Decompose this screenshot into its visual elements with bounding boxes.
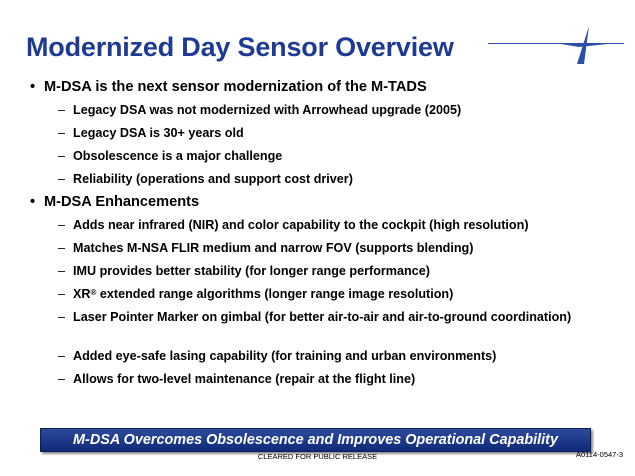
document-code: A0114-0547-3 — [576, 450, 623, 459]
bullet-content — [30, 79, 625, 394]
sub-bullet-item — [30, 263, 625, 286]
dash-marker: – — [58, 264, 66, 278]
bullet-item — [30, 194, 625, 217]
sub-bullet-text: Obsolescence is a major challenge — [73, 149, 283, 163]
sub-bullet-text: Legacy DSA is 30+ years old — [73, 126, 244, 140]
bullet-text: M-DSA Enhancements — [44, 194, 200, 210]
slide-title: Modernized Day Sensor Overview — [26, 32, 454, 62]
xr-description: extended range algorithms (longer range image resolution) — [99, 287, 454, 301]
dash-marker: – — [58, 349, 66, 363]
sub-bullet-text: IMU provides better stability (for longer range performance) — [73, 264, 430, 278]
sub-bullet-text: Adds near infrared (NIR) and color capability to the cockpit (high resolution) — [73, 218, 529, 232]
conclusion-banner — [40, 428, 591, 452]
bullet-dot: • — [30, 79, 36, 95]
sub-bullet-item — [30, 348, 625, 371]
sub-bullet-item — [30, 217, 625, 240]
release-notice: CLEARED FOR PUBLIC RELEASE — [257, 452, 378, 461]
dash-marker: – — [58, 103, 66, 117]
sub-bullet-item — [30, 125, 625, 148]
sub-bullet-item — [30, 148, 625, 171]
registered-mark: ® — [90, 288, 97, 297]
sub-bullet-item — [30, 309, 625, 348]
dash-marker: – — [58, 218, 66, 232]
sub-bullet-text: Legacy DSA was not modernized with Arrowhead upgrade (2005) — [73, 103, 462, 117]
sub-bullet-text — [73, 286, 625, 302]
sub-bullet-item — [30, 240, 625, 263]
dash-marker: – — [58, 287, 66, 301]
sub-bullet-text: Reliability (operations and support cost driver) — [73, 172, 353, 186]
dash-marker: – — [58, 372, 66, 386]
sub-bullet-text: Allows for two-level maintenance (repair at the flight line) — [73, 372, 416, 386]
bullet-text: M-DSA is the next sensor modernization of the M-TADS — [44, 79, 427, 95]
dash-marker: – — [58, 310, 66, 324]
sub-bullet-text: Matches M-NSA FLIR medium and narrow FOV (supports blending) — [73, 241, 474, 255]
bullet-dot: • — [30, 194, 36, 210]
dash-marker: – — [58, 241, 66, 255]
sub-bullet-item — [30, 371, 625, 394]
bullet-item — [30, 79, 625, 102]
xr-label: XR — [73, 287, 91, 301]
sub-bullet-text: Added eye-safe lasing capability (for training and urban environments) — [73, 349, 497, 363]
sub-bullet-item — [30, 286, 625, 309]
banner-text: M-DSA Overcomes Obsolescence and Improves Operational Capability — [73, 432, 558, 448]
dash-marker: – — [58, 149, 66, 163]
star-logo-icon — [553, 24, 619, 66]
dash-marker: – — [58, 126, 66, 140]
sub-bullet-item — [30, 102, 625, 125]
sub-bullet-item — [30, 171, 625, 194]
dash-marker: – — [58, 172, 66, 186]
sub-bullet-text: Laser Pointer Marker on gimbal (for better air-to-air and air-to-ground coordination) — [73, 310, 572, 324]
